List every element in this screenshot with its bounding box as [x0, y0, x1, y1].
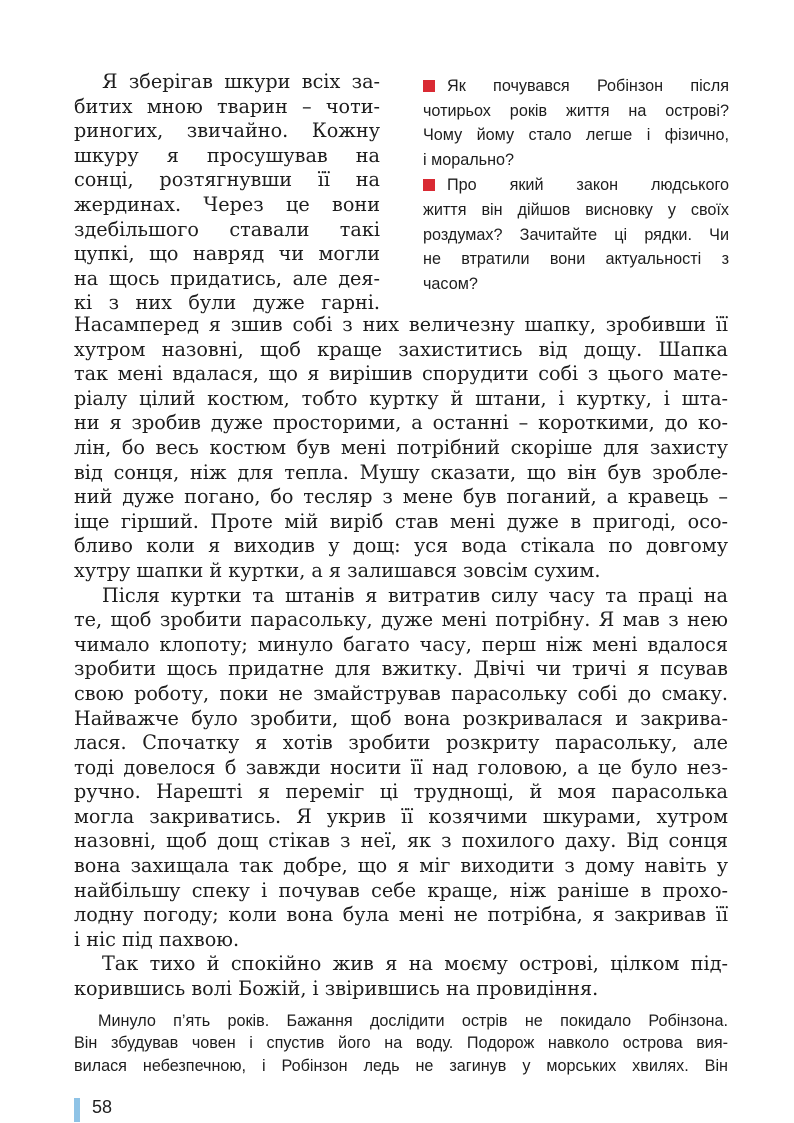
text-line: найбільшу спеку і почував себе краще, ніж раніше в прохо-: [74, 878, 728, 902]
questions-box: [423, 74, 729, 297]
text-line: Так тихо й спокійно жив я на моєму острові, цілком під-: [102, 952, 728, 976]
text-line: ріалу цілий костюм, тобто куртку й штани, і куртку, і шта-: [74, 386, 728, 410]
text-line: хутру шапки й куртки, а я залишався зовсім сухим.: [74, 558, 601, 582]
text-line: і ніс під пахвою.: [74, 927, 240, 951]
text-line: здебільшого ставали такі: [74, 217, 380, 241]
text-line: Насамперед я зшив собі з них величезну шапку, зробивши її: [74, 313, 728, 336]
text-line: і морально?: [423, 150, 515, 169]
intro-paragraph: [74, 70, 380, 316]
text-line: Після куртки та штанів я витратив силу часу та праці на: [102, 583, 728, 607]
text-line: життя він дійшов висновку у своїх: [423, 200, 729, 219]
summary-text: [74, 1010, 728, 1077]
text-line: ручно. Нарешті я переміг ці труднощі, й моя парасолька: [74, 780, 728, 804]
text-line: ни я зробив дуже просторими, а останні – короткими, до ко-: [74, 411, 728, 435]
text-line: лася. Спочатку я хотів зробити розкриту парасольку, але: [74, 731, 728, 755]
text-line: часом?: [423, 274, 478, 293]
text-line: могла закриватись. Я укрив її козячими шкурами, хутром: [74, 804, 728, 828]
text-line: лодну погоду; коли вона була мені не потрібна, я закривав її: [74, 903, 728, 927]
text-line: хутром назовні, щоб краще захиститись від дощу. Шапка: [74, 337, 728, 361]
text-line: не втратили вони актуальності з: [423, 250, 729, 269]
text-line: Чому йому стало легше і фізично,: [423, 126, 729, 145]
text-line: чимало клопоту; минуло багато часу, перш ніж мені вдалося: [74, 632, 728, 656]
text-line: від сонця, ніж для тепла. Мушу сказати, що він був зробле-: [74, 460, 728, 484]
text-line: Минуло п’ять років. Бажання дослідити острів не покидало Робінзона.: [98, 1012, 728, 1030]
text-line: Я зберігав шкури всіх за-: [102, 70, 380, 93]
text-line: кі з них були дуже гарні.: [74, 291, 380, 315]
text-line: бливо коли я виходив у дощ: уся вода стікала по довгому: [74, 534, 728, 558]
text-line: жердинах. Через це вони: [74, 192, 380, 216]
text-line: шкуру я просушував на: [74, 143, 380, 167]
text-line: сонці, розтягнувши її на: [74, 168, 380, 192]
text-line: назовні, щоб дощ стікав з неї, як з похилого даху. Від сонця: [74, 829, 728, 853]
main-text: [74, 313, 728, 1002]
text-line: Він збудував човен і спустив його на воду. Подорож навколо острова вия-: [74, 1034, 728, 1053]
text-line: лін, бо весь костюм був мені потрібний скоріше для захисту: [74, 435, 728, 459]
red-square-bullet-icon: [423, 179, 435, 191]
text-line: роздумах? Зачитайте ці рядки. Чи: [423, 225, 729, 244]
page-number: 58: [92, 1097, 113, 1117]
text-line: зробити щось придатне для вжитку. Двічі чи тричі я псував: [74, 657, 728, 681]
question-1: [423, 74, 729, 172]
text-line: свою роботу, поки не змайстрував парасольку собі до смаку.: [74, 681, 728, 705]
text-line: тоді довелося б завжди носити її над головою, а це було нез-: [74, 755, 728, 779]
text-line: вилася небезпечною, і Робінзон ледь не загинув у морських хвилях. Він: [74, 1056, 728, 1075]
text-line: на щось придатись, але дея-: [74, 266, 380, 290]
text-line: Як почувався Робінзон після: [447, 77, 729, 95]
text-line: битих мною тварин – чоти-: [74, 94, 380, 118]
text-line: іще гірший. Проте мій виріб став мені дуже в пригоді, осо-: [74, 509, 728, 533]
red-square-bullet-icon: [423, 80, 435, 92]
text-line: чотирьох років життя на острові?: [423, 101, 729, 120]
text-line: вона захищала так добре, що я міг виходити з дому навіть у: [74, 854, 728, 878]
text-line: корившись волі Божій, і звірившись на провидіння.: [74, 977, 599, 1001]
text-line: ний дуже погано, бо тесляр з мене був поганий, а кравець –: [74, 485, 728, 509]
text-line: так мені вдалася, що я вирішив спорудити собі з цього мате-: [74, 362, 728, 386]
text-line: риногих, звичайно. Кожну: [74, 119, 380, 143]
text-line: Найважче було зробити, щоб вона розкривалася и закрива-: [74, 706, 728, 730]
question-2: [423, 173, 729, 296]
text-line: цупкі, що навряд чи могли: [74, 242, 380, 266]
text-line: Про який закон людського: [447, 176, 729, 195]
text-line: те, щоб зробити парасольку, дуже мені потрібну. Я мав з нею: [74, 608, 728, 632]
page-number-bar: [74, 1098, 80, 1122]
